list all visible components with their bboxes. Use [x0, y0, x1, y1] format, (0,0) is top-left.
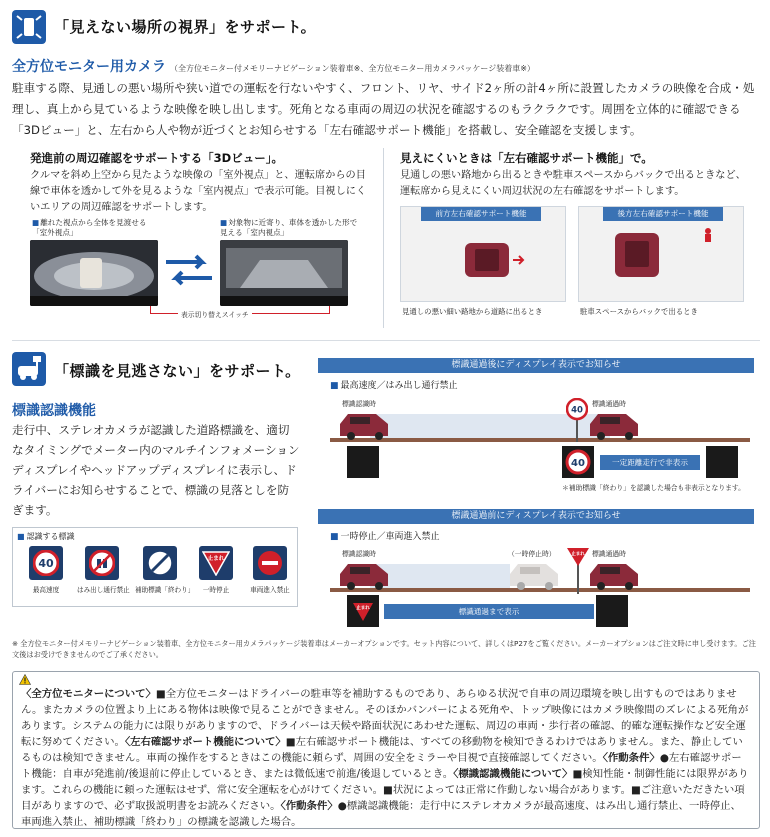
caution-p2-head: 〈左右確認サポート機能について〉	[124, 736, 286, 748]
camera-feature-note: （全方位モニター付メモリーナビゲーション装着車※、全方位モニター用カメラパッケージ装着車※）	[170, 64, 535, 73]
rear-side-check-caption: 駐車スペースからバックで出るとき	[580, 307, 698, 316]
option-footnote: ※ 全方位モニター付メモリーナビゲーション装着車、全方位モニター用カメラパッケージ装着車はメーカーオプションです。セット内容について、詳しくはP27をご覧ください。メーカーオプションはご注文時に申し受けます。ご注文後はお受けできませんのでご了承ください。	[12, 639, 756, 659]
sign-label: はみ出し通行禁止	[77, 586, 130, 594]
diagram1-note: ＊補助標識「終わり」を認識した場合も非表示となります。	[562, 484, 745, 492]
diagram2-pole-sign-text: 止まれ	[571, 552, 585, 557]
diagram1-car1	[338, 410, 392, 440]
section-divider	[12, 340, 760, 341]
diagram2-display-stop	[347, 595, 379, 627]
caution-p1-head: 〈全方位モニターについて〉	[21, 688, 156, 700]
caution-p2: ■左右確認サポート機能は、すべての移動物を検知できるわけではありません。また、静止しているものは検知できません。車両の操作をするときはこの機能に頼らず、周囲の安全をミラーや目視で直接確認してください。	[21, 736, 743, 764]
diagram2-car1	[338, 560, 392, 590]
diagram1-road	[330, 404, 750, 444]
after-sign-notice-bar: 標識通過後にディスプレイ表示でお知らせ	[318, 358, 754, 373]
diagram1-car1-label: 標識認識時	[342, 400, 376, 408]
camera-feature-title	[12, 56, 535, 76]
display-switch-label: 表示切り替えスイッチ	[178, 309, 252, 319]
caution-p5: ●標識認識機能：走行中にステレオカメラが最高速度、はみ出し通行禁止、一時停止、車両進入禁止、補助標識「終わり」の標識を認識した場合。	[21, 800, 741, 828]
inside-view-screen	[220, 240, 348, 306]
side-check-heading: 見えにくいときは「左右確認サポート機能」で。	[400, 151, 653, 165]
sign-recognition-body: 走行中、ステレオカメラが認識した道路標識を、適切なタイミングでメーター内のマルチインフォメーションディスプレイやヘッドアップディスプレイに表示し、ドライバーにお知らせすることで、標識の見落としを防ぎます。	[12, 423, 300, 517]
diagram2-display-sign-text: 止まれ	[356, 606, 370, 611]
diagram1-sign-pole	[566, 398, 588, 442]
caution-p1: ■全方位モニターはドライバーの駐車等を補助するものであり、あらゆる状況で自車の周辺環境を映し出すものではありません。またカメラの位置より上にある物体は映像で見ることができません。そのほかバンパーによる死角や、トップ映像にはカメラ映像間のズレによる死角があります。システムの能力には限りがありますので、ドライバーは天候や路面状況にあわせた運転、周辺の車両・歩行者の確認、的確な運転操作など安全運転に努めてください。	[21, 688, 749, 748]
3d-view-text: クルマを斜め上空から見たような映像の「室外視点」と、運転席からの目線で車体を透かして外を見るような「室内視点」で表示可能。目視しにくいエリアの周辺確認をサポートします。	[30, 170, 367, 213]
camera-view-icon	[12, 10, 46, 44]
diagram1-display-sign-text: 40	[571, 458, 585, 469]
diagram1-pole-sign-text: 40	[571, 405, 583, 416]
stop-subhead: ■ 一時停止／車両進入禁止	[330, 529, 440, 542]
speed-limit-sign-text: 40	[38, 557, 54, 570]
inside-view-caption: ■ 対象物に近寄り、車体を透かした形で見える「室内視点」	[220, 218, 360, 238]
diagram2-car2	[508, 560, 562, 590]
sign-label: 補助標識「終わり」	[135, 586, 195, 594]
3d-view-heading: 発進前の周辺確認をサポートする「3Dビュー」。	[30, 151, 283, 165]
recognized-signs-title: ■ 認識する標識	[17, 531, 75, 542]
caution-box	[12, 671, 760, 829]
outside-view-caption: ■ 離れた視点から全体を見渡せる「室外視点」	[32, 218, 152, 238]
stop-sign-text: 止まれ	[207, 556, 225, 562]
sign-no-entry	[245, 546, 295, 594]
recognized-signs-box	[12, 527, 298, 607]
no-overtaking-sign-icon	[85, 546, 119, 580]
speed-limit-40-sign-icon	[29, 546, 63, 580]
road-sign-car-icon	[12, 352, 46, 386]
sign-label: 最高速度	[32, 586, 60, 594]
caution-text	[21, 686, 751, 830]
diagram2-car3	[588, 560, 642, 590]
sign-label: 一時停止	[202, 586, 230, 594]
sign-label: 車両進入禁止	[250, 586, 290, 594]
caution-p4-head: 〈標識認識機能について〉	[453, 768, 573, 780]
sign-speed-limit	[21, 546, 71, 594]
front-side-check-panel	[400, 206, 566, 302]
diagram2-car3-label: 標識通過時	[592, 550, 626, 558]
before-sign-notice-bar: 標識通過前にディスプレイ表示でお知らせ	[318, 509, 754, 524]
rear-check-car	[615, 233, 659, 277]
sign-recognition-title: 標識認識機能	[12, 403, 96, 419]
diagram2-display-message: 標識通過まで表示	[384, 604, 594, 619]
sign-no-overtaking	[77, 546, 130, 594]
front-check-car	[465, 241, 509, 279]
section2-heading: 「標識を見逃さない」をサポート。	[54, 362, 301, 380]
diagram2-display-blank	[596, 595, 628, 627]
front-side-check-title: 前方左右確認サポート機能	[421, 207, 541, 221]
no-entry-sign-icon	[253, 546, 287, 580]
camera-feature-body: 駐車する際、見通しの悪い場所や狭い道での運転を行ないやすく、フロント、リヤ、サイド2ヶ所の計4ヶ所に設置したカメラの映像を合成・処理し、真上から見ているような映像を映し出します。死角となる車両の周辺の状況を確認するのもラクラクです。周囲を立体的に確認できる「3Dビュー」と、左右から人や物が近づくとお知らせする「左右確認サポート機能」を搭載し、安全確認を支援します。	[12, 81, 755, 137]
diagram1-car2	[588, 410, 642, 440]
rear-side-check-title: 後方左右確認サポート機能	[603, 207, 723, 221]
rear-side-check-panel	[578, 206, 744, 302]
camera-feature-title-text: 全方位モニター用カメラ	[12, 59, 166, 75]
rear-check-person-icon	[701, 227, 715, 243]
diagram1-display-blank-2	[706, 446, 738, 478]
caution-p3: ●左右確認サポート機能：自車が発進前/後退前に停止しているとき、または微低速で前進/後退しているとき。	[21, 752, 742, 780]
diagram2-stop-pole	[566, 546, 590, 594]
caution-p3-head: 〈作動条件〉	[602, 752, 660, 764]
end-of-regulation-sign-icon	[143, 546, 177, 580]
side-check-text: 見通しの悪い路地から出るときや駐車スペースからバックで出るときなど、運転席から見えにくい周辺状況の左右確認をサポートします。	[400, 170, 746, 197]
sign-end-of-regulation	[135, 546, 195, 594]
diagram1-display-sign	[562, 446, 594, 478]
speed-limit-subhead: ■ 最高速度／はみ出し通行禁止	[330, 378, 458, 391]
diagram1-car2-label: 標識通過時	[592, 400, 626, 408]
diagram2-car2-label: （一時停止時）	[508, 550, 556, 558]
warning-triangle-icon	[19, 674, 31, 685]
switch-arrows	[164, 252, 214, 286]
sign-stop	[191, 546, 241, 594]
outside-view-screen	[30, 240, 158, 306]
diagram2-car1-label: 標識認識時	[342, 550, 376, 558]
column-divider	[383, 148, 384, 328]
front-side-check-caption: 見通しの悪い細い路地から道路に出るとき	[402, 307, 543, 316]
caution-p4: ■検知性能・制御性能には限界があります。これらの機能に頼った運転はせず、常に安全運転を心がけてください。■状況によっては正常に作動しない場合があります。■ご注意いただきたい項目がありますので、必ず取扱説明書をお読みください。	[21, 768, 749, 812]
front-check-arrow	[513, 255, 527, 265]
diagram1-display-message: 一定距離走行で非表示	[600, 455, 700, 470]
caution-p5-head: 〈作動条件〉	[280, 800, 338, 812]
section1-heading: 「見えない場所の視界」をサポート。	[54, 18, 317, 36]
stop-sign-icon	[199, 546, 233, 580]
diagram1-display-blank-1	[347, 446, 379, 478]
